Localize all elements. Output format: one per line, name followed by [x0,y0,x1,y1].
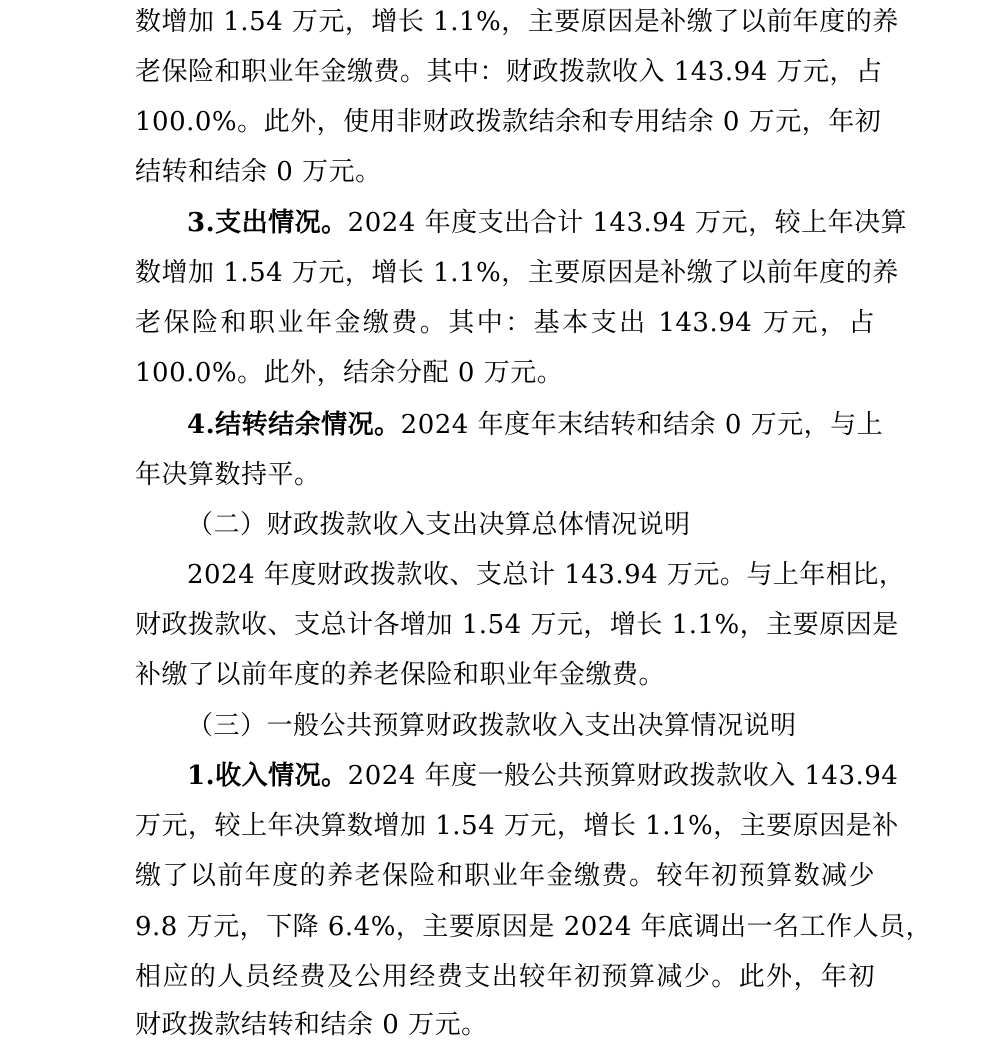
paragraph-line: 万元，较上年决算数增加 1.54 万元，增长 1.1%，主要原因是补 [135,811,899,841]
paragraph-line: 缴了以前年度的养老保险和职业年金缴费。较年初预算数减少 [135,861,875,891]
paragraph-line: 数增加 1.54 万元，增长 1.1%，主要原因是补缴了以前年度的养 [135,7,899,37]
paragraph-text: 2024 年度年末结转和结余 0 万元，与上 [400,410,884,440]
income-heading: 1.收入情况。 [187,761,348,791]
section-heading-line [187,756,898,796]
paragraph-line: 100.0%。此外，结余分配 0 万元。 [135,358,564,388]
paragraph-line: 结转和结余 0 万元。 [135,157,382,187]
paragraph-line: 老保险和职业年金缴费。其中：基本支出 143.94 万元，占 [135,308,875,338]
subsection-title: （二）财政拨款收入支出决算总体情况说明 [187,510,691,540]
section-heading-line [187,203,908,243]
paragraph-line: 老保险和职业年金缴费。其中：财政拨款收入 143.94 万元，占 [135,57,883,87]
paragraph-line: 数增加 1.54 万元，增长 1.1%，主要原因是补缴了以前年度的养 [135,258,899,288]
paragraph-text: 2024 年度一般公共预算财政拨款收入 143.94 [347,761,899,791]
paragraph-line: 100.0%。此外，使用非财政拨款结余和专用结余 0 万元，年初 [135,107,882,137]
subsection-title: （三）一般公共预算财政拨款收入支出决算情况说明 [187,711,797,741]
paragraph-text: 2024 年度支出合计 143.94 万元，较上年决算 [347,208,908,238]
paragraph-line: 相应的人员经费及公用经费支出较年初预算减少。此外，年初 [135,962,875,992]
paragraph-line: 年决算数持平。 [135,460,321,490]
paragraph-line: 2024 年度财政拨款收、支总计 143.94 万元。与上年相比， [187,560,906,590]
expenditure-heading: 3.支出情况。 [187,208,348,238]
paragraph-line: 9.8 万元，下降 6.4%，主要原因是 2024 年底调出一名工作人员， [135,912,933,942]
carryover-heading: 4.结转结余情况。 [187,410,401,440]
paragraph-line: 补缴了以前年度的养老保险和职业年金缴费。 [135,660,666,690]
paragraph-line: 财政拨款收、支总计各增加 1.54 万元，增长 1.1%，主要原因是 [135,610,899,640]
section-heading-line [187,405,883,445]
paragraph-line: 财政拨款结转和结余 0 万元。 [135,1010,488,1040]
